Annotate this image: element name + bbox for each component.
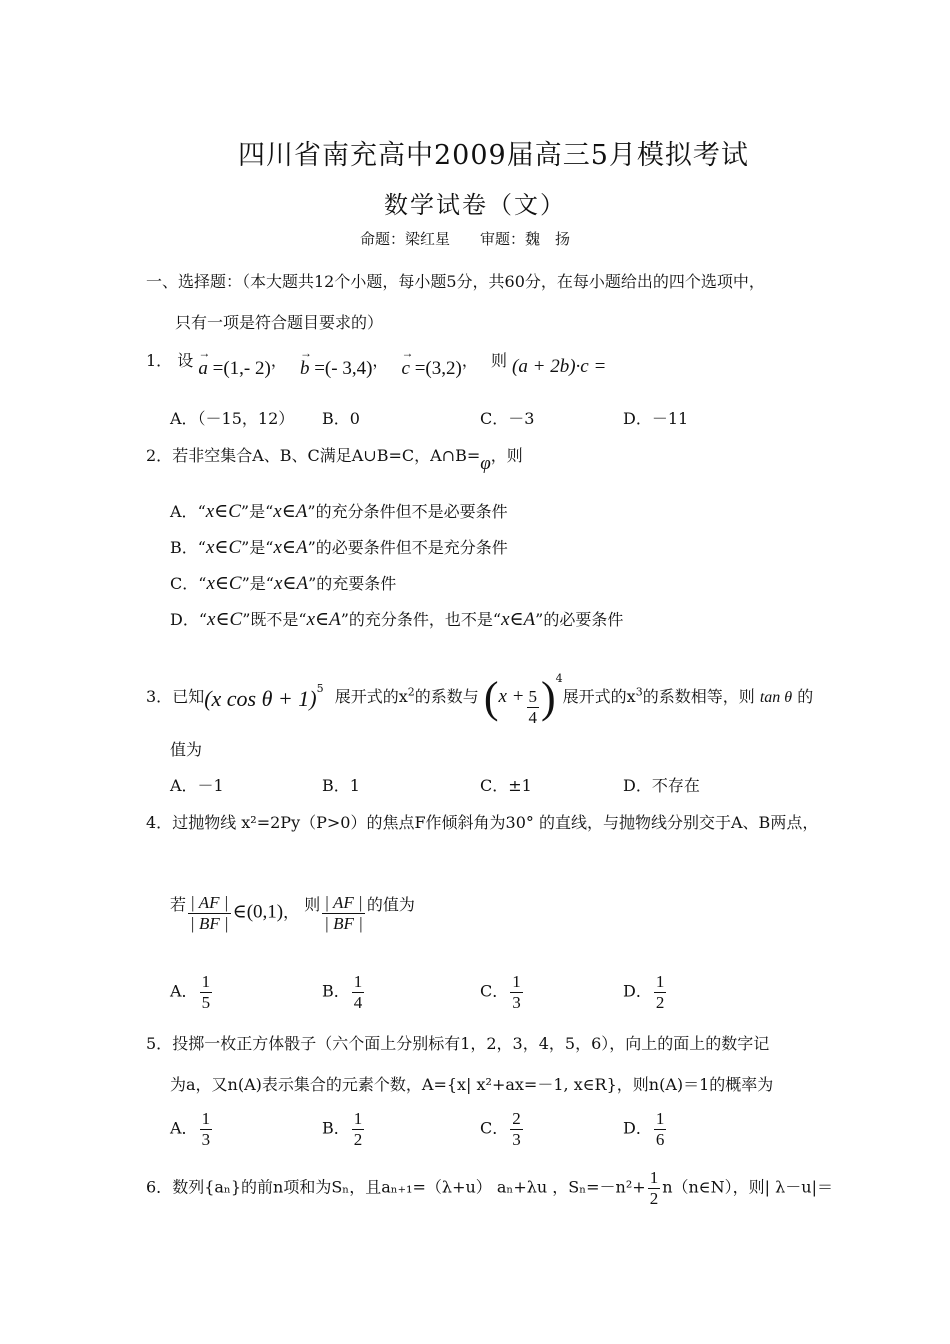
- q3-option-a: A．－1: [170, 776, 224, 795]
- denominator: 2: [649, 1188, 659, 1208]
- page-subtitle: 数学试卷（文）: [384, 191, 566, 219]
- q4-then: 则: [304, 894, 321, 914]
- option-text: ”的充要条件: [308, 574, 397, 593]
- exponent: 3: [635, 685, 643, 699]
- question-number: 5．: [146, 1034, 173, 1053]
- q3-prefix: 已知: [172, 687, 205, 706]
- numerator: 1: [649, 1168, 659, 1187]
- element-of: ∈: [232, 901, 247, 923]
- right-paren: ): [541, 673, 556, 722]
- math-expr: x∈A: [273, 537, 308, 558]
- option-label: A．: [170, 981, 198, 1001]
- math-expr: x∈A: [273, 573, 309, 594]
- question-number: 6．: [146, 1177, 173, 1197]
- option-text: ”既不是“: [242, 610, 307, 629]
- question-4: [146, 810, 818, 833]
- vector-b: → b: [300, 358, 310, 380]
- q3-option-d: D．不存在: [623, 776, 700, 795]
- option-fraction: [654, 1109, 667, 1149]
- page-title: 四川省南充高中2009届高三5月模拟考试: [238, 140, 749, 171]
- section-heading-cont: 只有一项是符合题目要求的）: [175, 313, 384, 332]
- question-3: [146, 662, 814, 727]
- q2-stem: 若非空集合A、B、C满足A∪B=C，A∩B=: [172, 446, 481, 465]
- question-number: 2．: [146, 446, 173, 465]
- question-number: 4．: [146, 813, 173, 832]
- option-text: ”是“: [240, 502, 274, 521]
- tan-theta: tan θ: [759, 689, 793, 706]
- exponent: 5: [316, 681, 324, 695]
- q3-option-c: C．±1: [480, 776, 532, 795]
- sep: ，: [283, 902, 300, 922]
- option-label: A．: [170, 1118, 198, 1138]
- math-expr: x∈A: [501, 609, 536, 630]
- fraction-1-2: [648, 1168, 661, 1208]
- option-text: ”的必要条件: [535, 610, 624, 629]
- vector-a-value: =(1,- 2): [207, 358, 271, 379]
- q2-tail: ，则: [490, 446, 523, 465]
- sep: ，: [461, 351, 478, 370]
- math-expr: x∈A: [306, 609, 341, 630]
- option-text: “: [198, 610, 208, 629]
- option-label: A．: [170, 502, 198, 521]
- exponent: 2: [407, 685, 415, 699]
- q1-option-b: B．0: [322, 409, 360, 428]
- exponent: 4: [555, 671, 563, 685]
- option-label: D．: [623, 981, 652, 1001]
- q3-text: 的系数相等，则: [642, 687, 755, 706]
- section-heading: 一、选择题：（本大题共12个小题，每小题5分，共60分，在每小题给出的四个选项中，: [146, 272, 765, 291]
- interval: (0,1): [246, 901, 284, 923]
- option-label: C．: [480, 1118, 509, 1138]
- option-text: ”的充分条件但不是必要条件: [307, 502, 508, 521]
- q6-pre: 数列{aₙ}的前n项和为Sₙ，且aₙ₊₁=（λ+u） aₙ+λu ，Sₙ=－n²+: [172, 1177, 646, 1197]
- option-label: B．: [322, 981, 350, 1001]
- option-text: “: [198, 574, 207, 593]
- question-2: [146, 443, 523, 474]
- denominator: 6: [655, 1129, 665, 1149]
- denominator: 4: [353, 992, 363, 1012]
- q4-tail: 的值为: [366, 894, 415, 914]
- q5-line1: 投掷一枚正方体骰子（六个面上分别标有1，2，3，4，5，6），向上的面上的数字记: [172, 1034, 770, 1053]
- denominator: 3: [512, 1129, 521, 1149]
- vector-b-value: =(- 3,4): [309, 358, 373, 379]
- question-6: [146, 1168, 833, 1208]
- q4-option-d: [623, 972, 668, 1012]
- q4-ruo: 若: [170, 894, 187, 914]
- option-text: “: [197, 538, 206, 557]
- fraction-af-bf-2: [322, 893, 365, 933]
- left-paren: (: [483, 673, 499, 722]
- denominator: 4: [528, 708, 538, 727]
- denominator: 2: [655, 992, 665, 1012]
- option-text: ”是“: [241, 538, 274, 557]
- sep: ，: [372, 351, 389, 370]
- numerator: 2: [512, 1109, 521, 1128]
- question-number: 1．: [146, 351, 173, 370]
- q2-option-c: [170, 571, 396, 595]
- numerator: 1: [353, 1109, 363, 1128]
- vector-c-value: =(3,2): [409, 358, 462, 379]
- q1-prefix: 设: [177, 351, 194, 370]
- question-1: [146, 348, 607, 379]
- q1-then: 则: [490, 351, 507, 370]
- q4-line2: [170, 893, 415, 933]
- q2-option-b: [170, 535, 508, 559]
- numerator: 1: [201, 1109, 211, 1128]
- denominator: | BF |: [324, 913, 363, 933]
- math-expr: x∈C: [205, 537, 242, 558]
- q5-line2: 为a，又n(A)表示集合的元素个数，A={x| x²+ax=－1, x∈R}，则n(A)＝1的概率为: [170, 1075, 774, 1094]
- option-text: “: [197, 502, 206, 521]
- empty-set-symbol: φ: [480, 453, 491, 474]
- option-fraction: [654, 972, 667, 1012]
- numerator: 1: [201, 972, 211, 991]
- q3-line2: 值为: [170, 740, 203, 759]
- vector-c: → c: [402, 358, 410, 380]
- q5-option-c: [480, 1109, 525, 1149]
- denominator: 3: [201, 1129, 211, 1149]
- option-fraction: [352, 972, 365, 1012]
- numerator: | AF |: [188, 893, 231, 914]
- denominator: 2: [353, 1129, 363, 1149]
- q3-text: 的系数与: [414, 687, 479, 706]
- numerator: 5: [528, 687, 538, 707]
- option-label: D．: [623, 1118, 652, 1138]
- option-fraction: [510, 1109, 523, 1149]
- q3-text: 展开式的x: [562, 687, 636, 706]
- q3-text: 的: [797, 687, 814, 706]
- authors-line: 命题：梁红星 审题：魏 扬: [360, 230, 571, 248]
- option-text: ”的充分条件，也不是“: [340, 610, 502, 629]
- fraction-af-bf: [188, 893, 231, 933]
- numerator: | AF |: [322, 893, 365, 914]
- option-text: ”是“: [241, 574, 274, 593]
- denominator: 3: [512, 992, 521, 1012]
- q5-option-d: [623, 1109, 668, 1149]
- math-expr: x∈C: [206, 573, 242, 594]
- numerator: 1: [655, 972, 665, 991]
- q6-post: n（n∈N），则| λ－u|＝: [662, 1177, 833, 1197]
- q3-binomial-1: (x cos θ + 1): [204, 686, 317, 711]
- q2-option-d: [170, 607, 623, 631]
- question-number: 3．: [146, 687, 173, 706]
- q4-option-a: [170, 972, 214, 1012]
- q4-option-c: [480, 972, 525, 1012]
- q1-expression: (a + 2b)·c =: [512, 356, 607, 377]
- denominator: | BF |: [190, 913, 229, 933]
- option-label: B．: [170, 538, 198, 557]
- q4-line1: 过抛物线 x²=2Py（P>0）的焦点F作倾斜角为30° 的直线，与抛物线分别交于A、B两点，: [172, 813, 819, 832]
- math-expr: x∈A: [273, 501, 308, 522]
- numerator: 1: [512, 972, 521, 991]
- math-expr: x∈C: [205, 501, 241, 522]
- option-fraction: [352, 1109, 365, 1149]
- q4-option-b: [322, 972, 366, 1012]
- q3-binomial-2: x +: [498, 686, 525, 707]
- q1-option-d: D．－11: [623, 409, 689, 428]
- option-fraction: [200, 972, 213, 1012]
- numerator: 1: [353, 972, 363, 991]
- q5-option-b: [322, 1109, 366, 1149]
- option-label: C．: [480, 981, 509, 1001]
- option-fraction: [510, 972, 523, 1012]
- q3-text: 展开式的x: [334, 687, 408, 706]
- q1-option-c: C．－3: [480, 409, 535, 428]
- q1-option-a: A．（－15，12）: [170, 409, 295, 428]
- question-5: [146, 1031, 769, 1054]
- math-expr: x∈C: [207, 609, 243, 630]
- option-label: B．: [322, 1118, 350, 1138]
- option-label: C．: [170, 574, 199, 593]
- option-fraction: [200, 1109, 213, 1149]
- option-label: D．: [170, 610, 199, 629]
- q5-option-a: [170, 1109, 214, 1149]
- denominator: 5: [201, 992, 211, 1012]
- vector-a: → a: [198, 358, 208, 380]
- numerator: 1: [655, 1109, 665, 1128]
- sep: ，: [270, 351, 287, 370]
- option-text: ”的必要条件但不是充分条件: [307, 538, 508, 557]
- q3-option-b: B．1: [322, 776, 360, 795]
- q2-option-a: [170, 499, 508, 523]
- fraction-5-4: [527, 687, 540, 727]
